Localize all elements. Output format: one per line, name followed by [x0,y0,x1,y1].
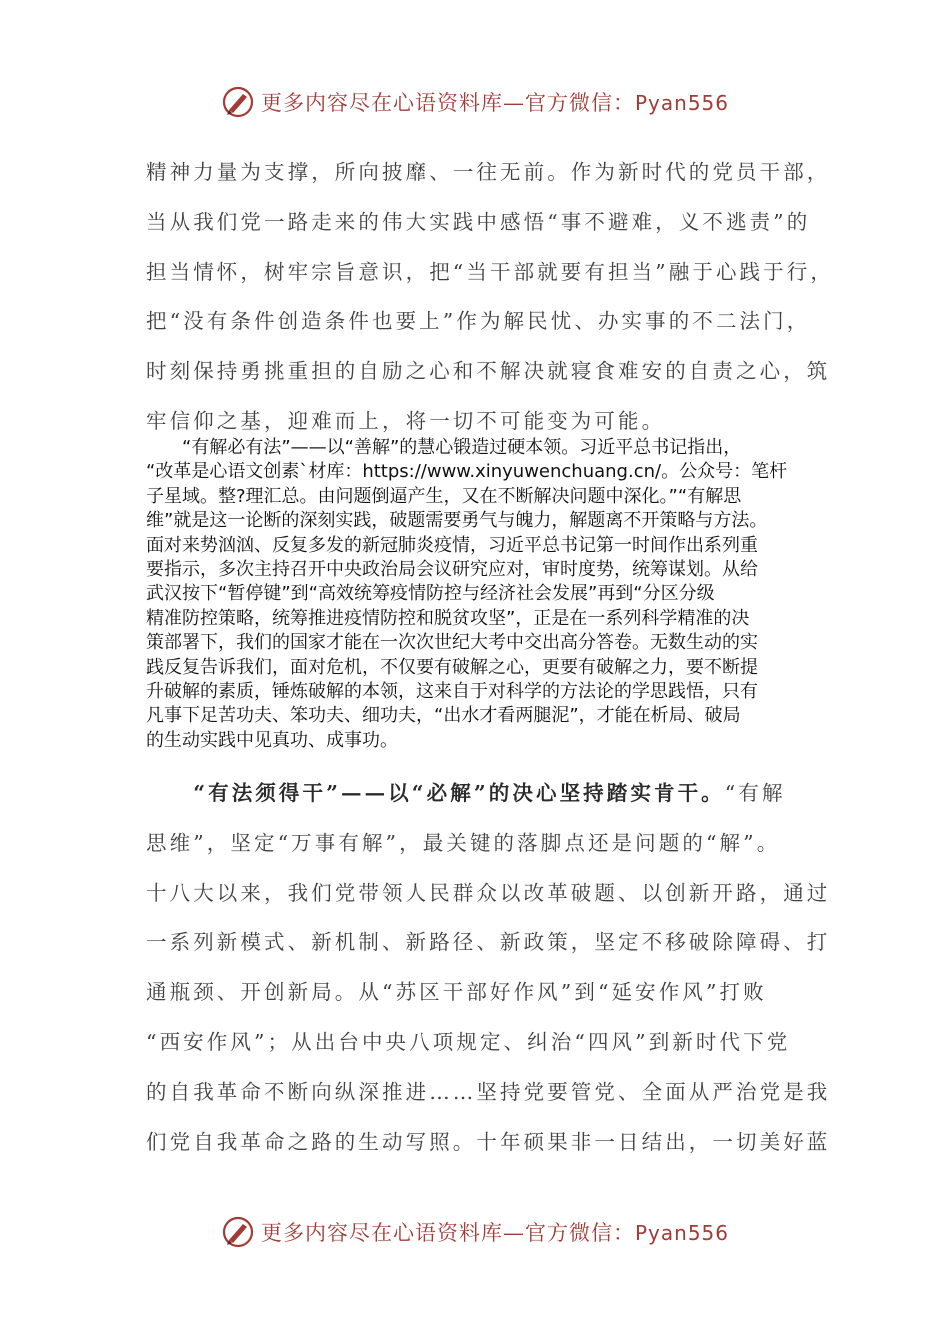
text-line: 要指示，多次主持召开中央政治局会议研究应对，审时度势，统筹谋划。从给 [146,558,758,580]
text-line: “西安作风”；从出台中央八项规定、纠治“四风”到新时代下党 [146,1029,791,1054]
text-line: 思维”，坚定“万事有解”，最关键的落脚点还是问题的“解”。 [146,830,781,855]
text-line: “改革是心语文创素`材库：https://www.xinyuwenchuang.cn/。公众号：笔杆 [146,461,788,483]
footer-banner [0,1212,950,1252]
banner-text: 更多内容尽在心语资料库—官方微信：Pyan556 [260,91,729,115]
pen-logo-icon [221,85,255,119]
text-line: 子星域。整?理汇总。由问题倒逼产生，又在不断解决问题中深化。”“有解思 [146,485,742,507]
header-banner [0,82,950,122]
text-line: 十八大以来，我们党带领人民群众以改革破题、以创新开路，通过 [146,880,831,905]
pen-logo-icon [221,1215,255,1249]
text-line: 精神力量为支撑，所向披靡、一往无前。作为新时代的党员干部， [146,160,831,184]
banner-text: 更多内容尽在心语资料库—官方微信：Pyan556 [260,1221,729,1245]
text-line: “有法须得干”——以“必解”的决心坚持踏实肯干。“有解 [146,781,786,805]
text-line: 面对来势汹汹、反复多发的新冠肺炎疫情，习近平总书记第一时间作出系列重 [146,534,758,556]
section-heading: “有法须得干”——以“必解”的决心坚持踏实肯干。 [146,781,725,805]
paragraph-youjie [146,436,814,753]
wechat-id: Pyan556 [634,91,729,115]
text-line: 牢信仰之基，迎难而上，将一切不可能变为可能。 [146,408,666,433]
text-line: 的自我革命不断向纵深推进……坚持党要管党、全面从严治党是我 [146,1079,831,1104]
paragraph-intro [146,148,834,447]
text-line: 凡事下足苦功夫、笨功夫、细功夫，“出水才看两腿泥”，才能在析局、破局 [146,705,741,727]
paragraph-youfa [146,769,831,1167]
text-line: 维”就是这一论断的深刻实践，破题需要勇气与魄力，解题离不开策略与方法。 [146,510,768,532]
text-line: 策部署下，我们的国家才能在一次次世纪大考中交出高分答卷。无数生动的实 [146,632,758,654]
text-line: 担当情怀，树牢宗旨意识，把“当干部就要有担当”融于心践于行， [146,259,834,284]
text-line: 武汉按下“暂停键”到“高效统筹疫情防控与经济社会发展”再到“分区分级 [146,583,715,605]
text-line: 当从我们党一路走来的伟大实践中感悟“事不避难，义不逃责”的 [146,209,811,234]
text-line: 把“没有条件创造条件也要上”作为解民忧、办实事的不二法门， [146,309,811,334]
text-line: 通瓶颈、开创新局。从“苏区干部好作风”到“延安作风”打败 [146,980,767,1005]
text-line: “有解必有法”——以“善解”的慧心锻造过硬本领。习近平总书记指出， [146,437,742,458]
text-line: 时刻保持勇挑重担的自励之心和不解决就寝食难安的自责之心，筑 [146,359,831,384]
text-line: 的生动实践中见真功、成事功。 [146,729,398,751]
wechat-id: Pyan556 [634,1221,729,1245]
text-line: 践反复告诉我们，面对危机，不仅要有破解之心，更要有破解之力，要不断提 [146,656,758,678]
text-line: 精准防控策略，统筹推进疫情防控和脱贫攻坚”，正是在一系列科学精准的决 [146,607,750,629]
text-line: 升破解的素质，锤炼破解的本领，这来自于对科学的方法论的学思践悟，只有 [146,680,758,702]
text-line: 们党自我革命之路的生动写照。十年硕果非一日结出，一切美好蓝 [146,1129,831,1154]
text-line: 一系列新模式、新机制、新路径、新政策，坚定不移破除障碍、打 [146,930,831,955]
